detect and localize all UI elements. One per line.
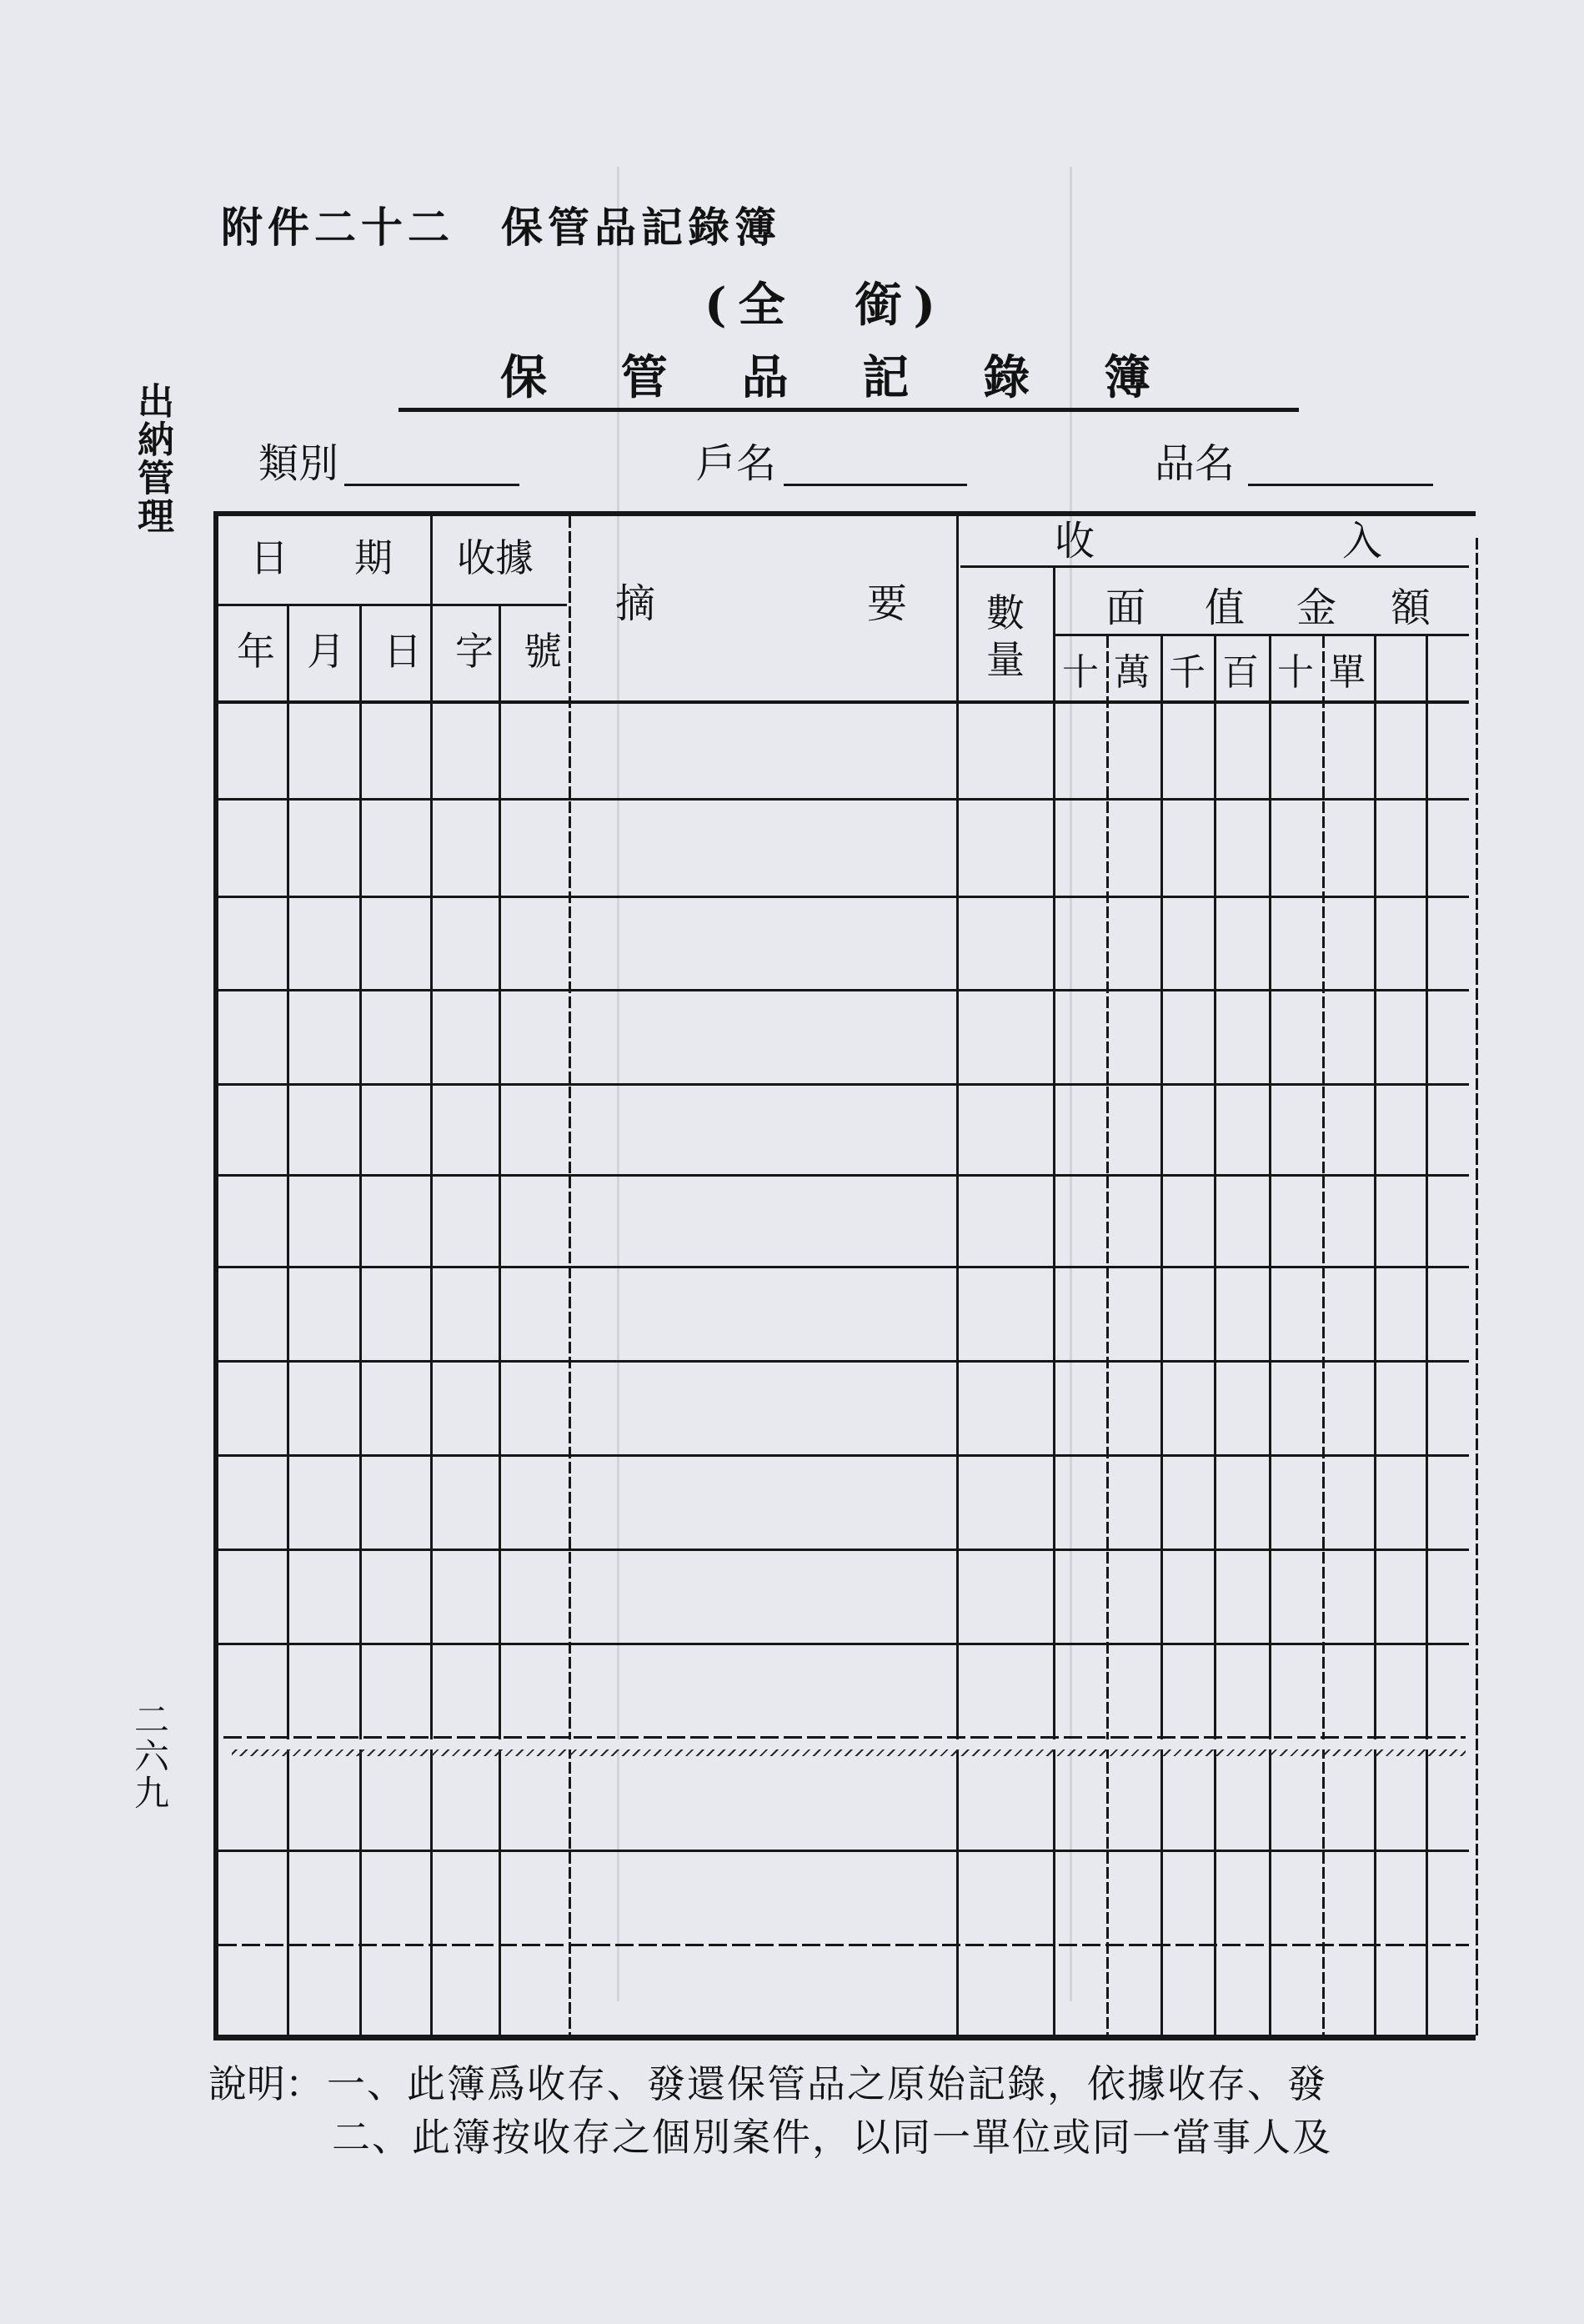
form-title-char: 錄 xyxy=(983,350,1030,405)
summary-header-left: 摘 xyxy=(615,580,656,627)
face-value-char: 額 xyxy=(1391,585,1431,631)
category-label: 類別 xyxy=(258,440,339,487)
date-day-header: 日 xyxy=(383,629,422,674)
face-value-char: 值 xyxy=(1205,585,1246,631)
table-bottom-border xyxy=(215,2035,1476,2040)
attachment-heading: 附件二十二 保管品記錄簿 xyxy=(221,203,781,252)
note-item: 二、此簿按收存之個別案件，以同一單位或同一當事人及 xyxy=(332,2115,1332,2160)
form-title-char: 管 xyxy=(620,350,668,405)
face-value-header-divider xyxy=(1055,634,1469,636)
income-header-divider xyxy=(960,565,1469,568)
digit-header: 十 xyxy=(1062,651,1099,694)
header-bottom-border xyxy=(217,700,1469,704)
quantity-header-bottom: 量 xyxy=(986,637,1025,682)
receipt-header: 收據 xyxy=(457,535,534,580)
receipt-word-header: 字 xyxy=(455,629,494,674)
summary-header-right: 要 xyxy=(867,580,908,627)
form-title-char: 記 xyxy=(862,350,910,405)
form-title-char: 保 xyxy=(500,350,547,405)
date-year-header: 年 xyxy=(237,629,275,674)
digit-header: 十 xyxy=(1277,651,1314,694)
org-full-name: (全 銜) xyxy=(704,278,947,333)
date-header-divider xyxy=(217,604,567,606)
form-title-char: 品 xyxy=(741,350,789,405)
receipt-number-header: 號 xyxy=(524,629,562,674)
date-month-header: 月 xyxy=(307,629,345,674)
side-section-label: 出納管理 xyxy=(131,382,173,535)
date-header-left: 日 xyxy=(250,535,288,580)
notes-label: 說明： xyxy=(208,2061,323,2106)
date-header-right: 期 xyxy=(354,535,393,580)
digit-header: 單 xyxy=(1329,651,1366,694)
item-name-label: 品名 xyxy=(1155,440,1236,487)
digit-header: 萬 xyxy=(1114,651,1150,694)
table-body-writing-area[interactable] xyxy=(218,705,1474,2033)
table-right-edge xyxy=(1476,538,1478,2039)
quantity-header-top: 數 xyxy=(986,590,1025,635)
face-value-char: 面 xyxy=(1105,585,1146,631)
form-title-char: 簿 xyxy=(1103,350,1150,405)
face-value-char: 金 xyxy=(1296,585,1337,631)
digit-header: 千 xyxy=(1169,651,1206,694)
note-item: 一、此簿爲收存、發還保管品之原始記錄，依據收存、發 xyxy=(327,2061,1327,2106)
table-top-border xyxy=(215,511,1476,516)
income-header-right: 入 xyxy=(1342,518,1383,565)
account-name-label: 戶名 xyxy=(696,440,777,487)
page-number: 二六九 xyxy=(129,1701,170,1811)
income-header-left: 收 xyxy=(1055,518,1095,565)
digit-header: 百 xyxy=(1222,651,1259,694)
